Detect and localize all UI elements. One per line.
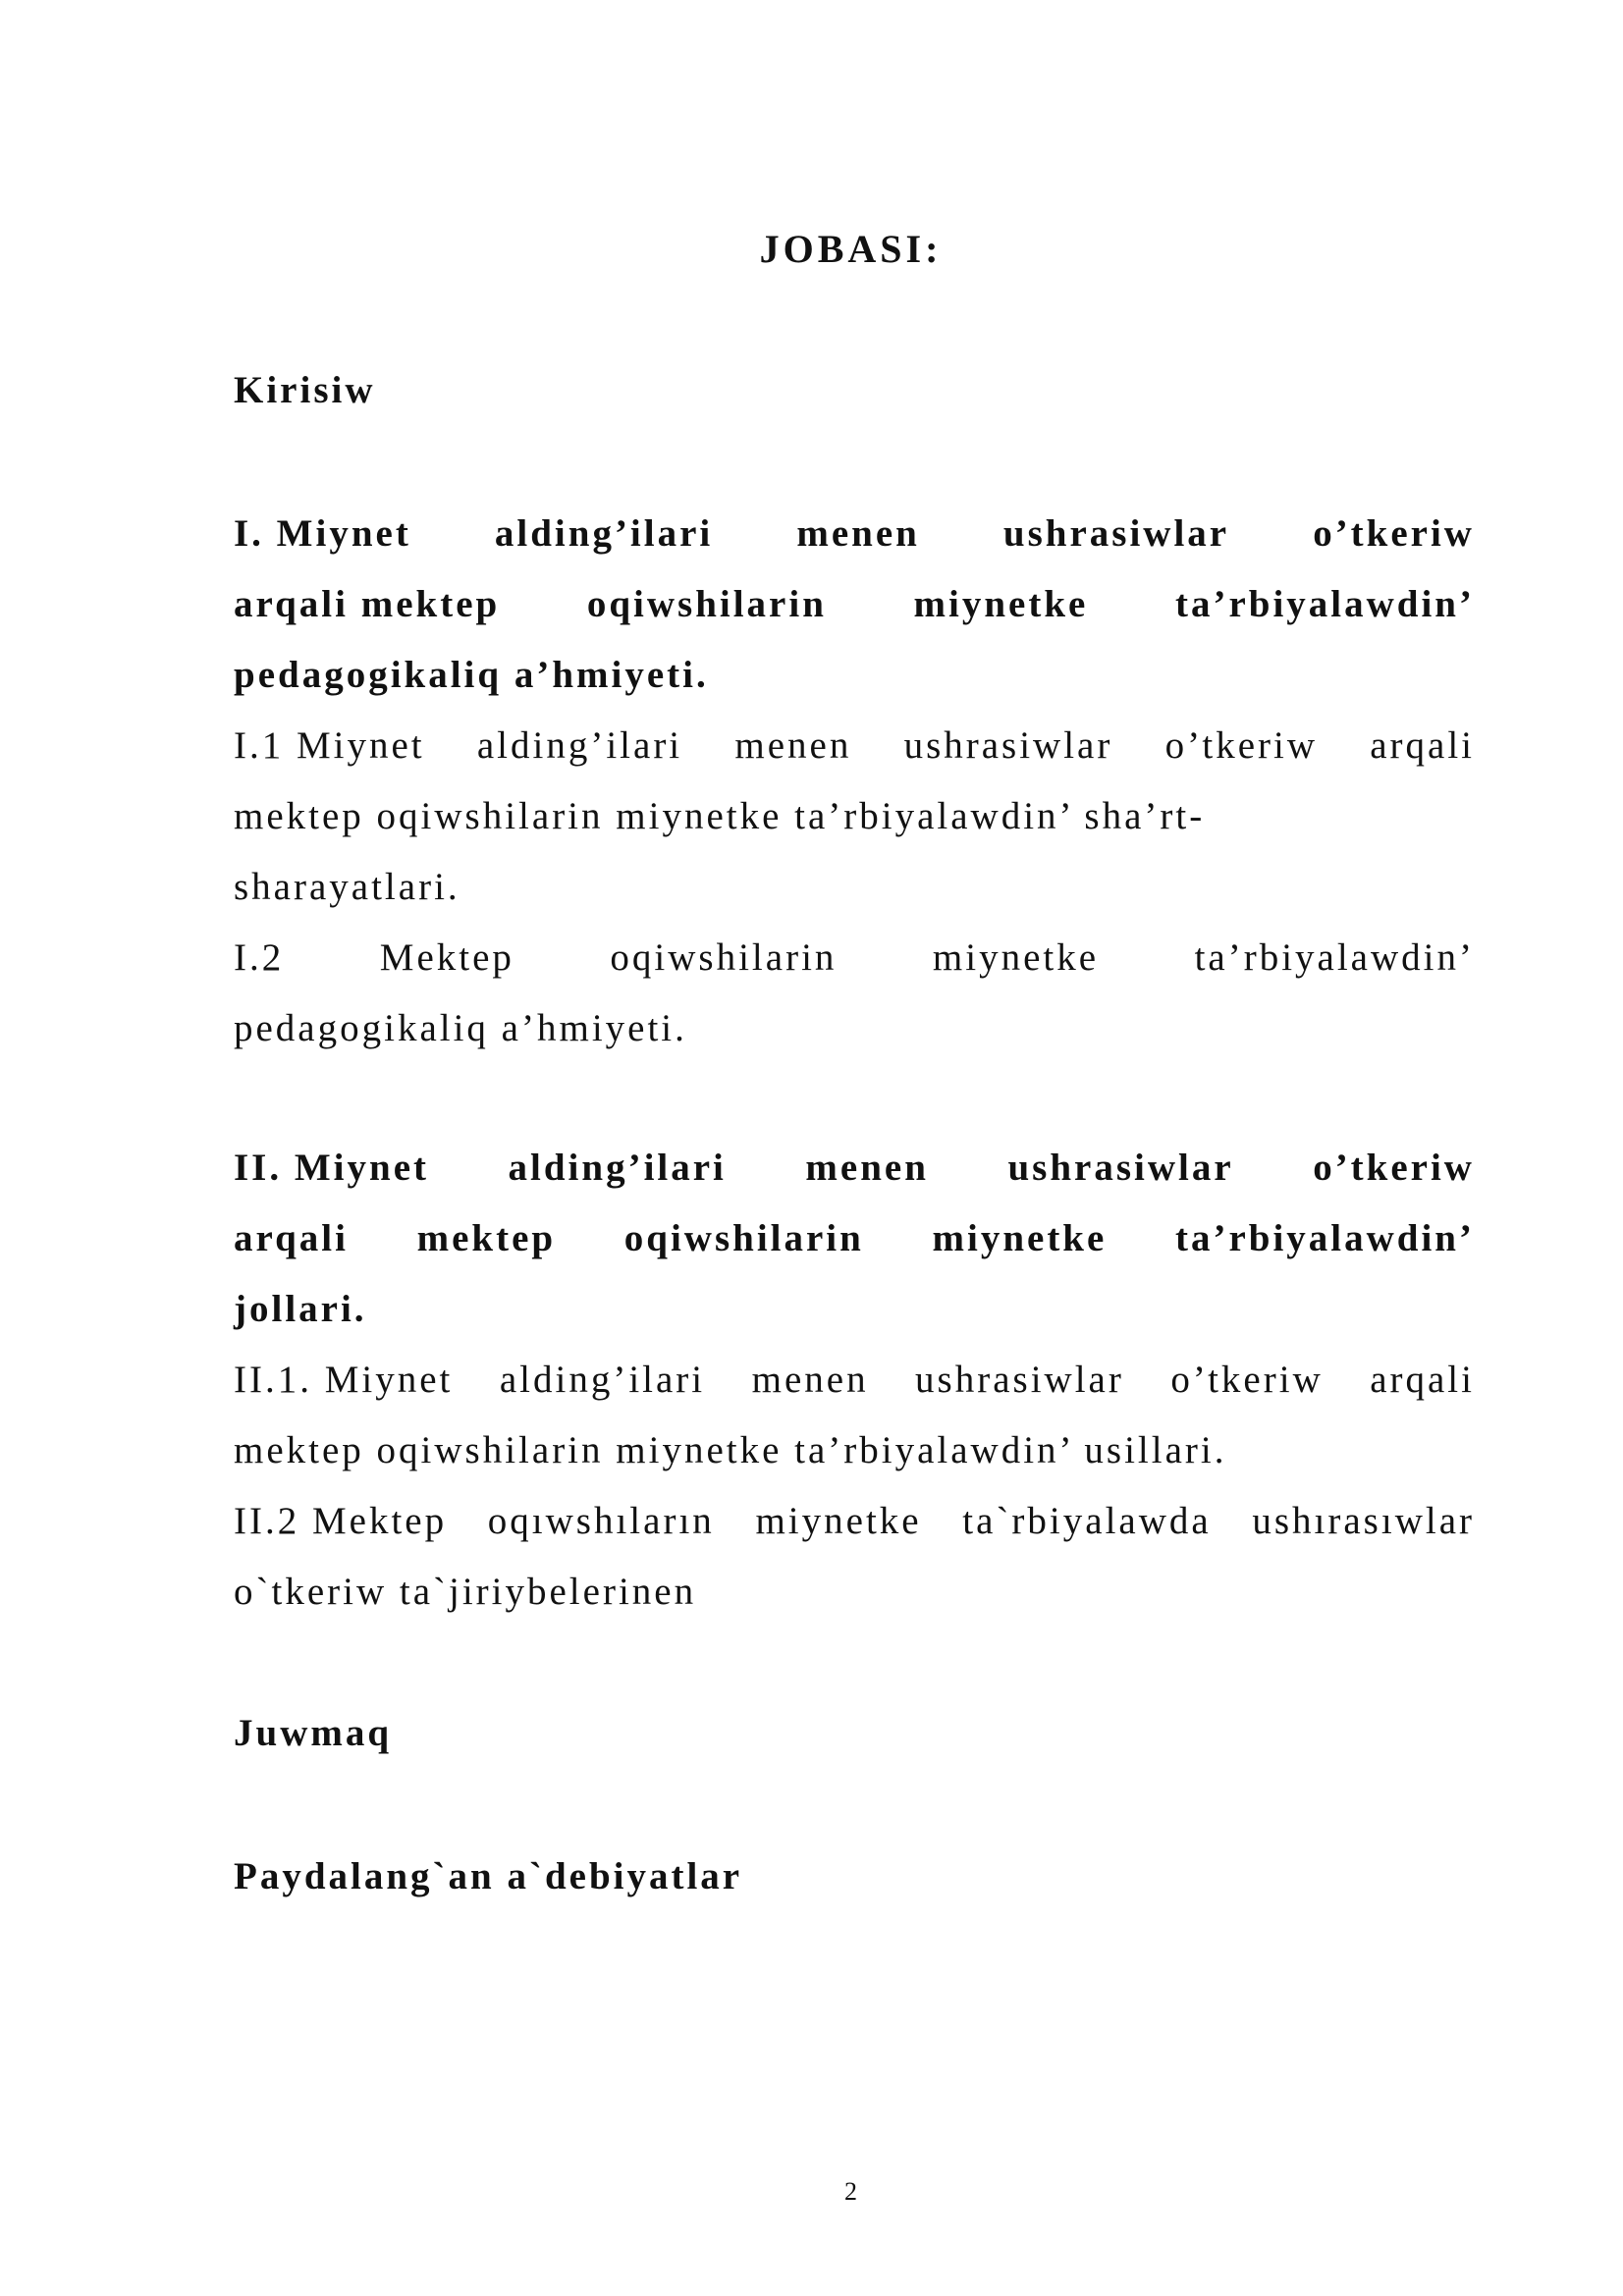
word: arqali mektep bbox=[234, 583, 501, 625]
word: miynetke bbox=[755, 1500, 922, 1542]
section-2-1-line-1 bbox=[234, 1345, 1475, 1415]
section-2-2 bbox=[234, 1486, 1475, 1628]
section-1-1-line-2: mektep oqiwshilarin miynetke ta’rbiyalawdin’ sha’rt- bbox=[234, 795, 1206, 837]
word: o’tkeriw bbox=[1164, 724, 1318, 767]
word: alding’ilari bbox=[476, 724, 683, 767]
conclusion-label: Juwmaq bbox=[234, 1712, 393, 1754]
section-2-2-line-2: o`tkeriw ta`jiriybelerinen bbox=[234, 1571, 697, 1613]
word: oqiwshilarin bbox=[586, 583, 827, 625]
word: oqiwshilarin bbox=[610, 936, 838, 979]
word: menen bbox=[751, 1359, 869, 1401]
word: ushrasiwlar bbox=[915, 1359, 1124, 1401]
word: I.1 Miynet bbox=[234, 724, 425, 767]
word: oqiwshilarin bbox=[623, 1217, 864, 1259]
contents-title: JOBASI: bbox=[759, 227, 943, 271]
word: ta’rbiyalawdin’ bbox=[1194, 936, 1475, 979]
word: I. Miynet bbox=[234, 512, 411, 555]
section-1-1-line-3: sharayatlari. bbox=[234, 866, 460, 908]
conclusion-heading bbox=[234, 1698, 1475, 1769]
chapter-1-heading-line-2 bbox=[234, 569, 1475, 640]
word: menen bbox=[796, 512, 920, 555]
chapter-1-heading-line-3: pedagogikaliq a’hmiyeti. bbox=[234, 654, 709, 696]
word: ushrasiwlar bbox=[1002, 512, 1230, 555]
chapter-1-heading-line-1 bbox=[234, 499, 1475, 569]
word: o’tkeriw bbox=[1313, 512, 1475, 555]
section-1-1 bbox=[234, 711, 1475, 923]
section-1-2-line-1 bbox=[234, 923, 1475, 993]
word: ushrasiwlar bbox=[903, 724, 1113, 767]
word: arqali bbox=[1370, 1359, 1475, 1401]
word: Mektep bbox=[379, 936, 514, 979]
word: alding’ilari bbox=[508, 1147, 727, 1189]
word: I.2 bbox=[234, 936, 285, 979]
word: II. Miynet bbox=[234, 1147, 429, 1189]
word: ta’rbiyalawdin’ bbox=[1174, 583, 1475, 625]
section-2-1 bbox=[234, 1345, 1475, 1486]
section-1-2-line-2: pedagogikaliq a’hmiyeti. bbox=[234, 1007, 687, 1049]
section-1-1-line-1 bbox=[234, 711, 1475, 781]
intro-label: Kirisiw bbox=[234, 369, 376, 411]
section-2-1-line-2: mektep oqiwshilarin miynetke ta’rbiyalawdin’ usillari. bbox=[234, 1429, 1227, 1471]
word: o’tkeriw bbox=[1313, 1147, 1475, 1189]
chapter-2-heading-line-1 bbox=[234, 1133, 1475, 1203]
chapter-1-heading bbox=[234, 499, 1475, 711]
word: miynetke bbox=[913, 583, 1089, 625]
word: ta`rbiyalawda bbox=[962, 1500, 1212, 1542]
word: miynetke bbox=[932, 1217, 1108, 1259]
chapter-2-heading-line-2 bbox=[234, 1203, 1475, 1274]
word: arqali bbox=[1370, 724, 1475, 767]
word: o’tkeriw bbox=[1170, 1359, 1324, 1401]
word: oqıwshıların bbox=[487, 1500, 715, 1542]
word: II.1. Miynet bbox=[234, 1359, 454, 1401]
word: menen bbox=[805, 1147, 929, 1189]
references-heading bbox=[234, 1842, 1475, 1912]
word: ushırasıwlar bbox=[1252, 1500, 1475, 1542]
page-number: 2 bbox=[844, 2177, 857, 2206]
intro-heading bbox=[234, 355, 1475, 426]
word: arqali bbox=[234, 1217, 349, 1259]
word: mektep bbox=[416, 1217, 557, 1259]
word: ushrasiwlar bbox=[1007, 1147, 1234, 1189]
section-1-2 bbox=[234, 923, 1475, 1064]
section-2-2-line-1 bbox=[234, 1486, 1475, 1557]
chapter-2-heading bbox=[234, 1133, 1475, 1345]
word: ta’rbiyalawdin’ bbox=[1174, 1217, 1475, 1259]
word: alding’ilari bbox=[499, 1359, 706, 1401]
word: II.2 Mektep bbox=[234, 1500, 448, 1542]
word: menen bbox=[734, 724, 852, 767]
word: alding’ilari bbox=[494, 512, 714, 555]
references-label: Paydalang`an a`debiyatlar bbox=[234, 1855, 743, 1897]
chapter-2-heading-line-3: jollari. bbox=[234, 1288, 367, 1330]
word: miynetke bbox=[932, 936, 1100, 979]
